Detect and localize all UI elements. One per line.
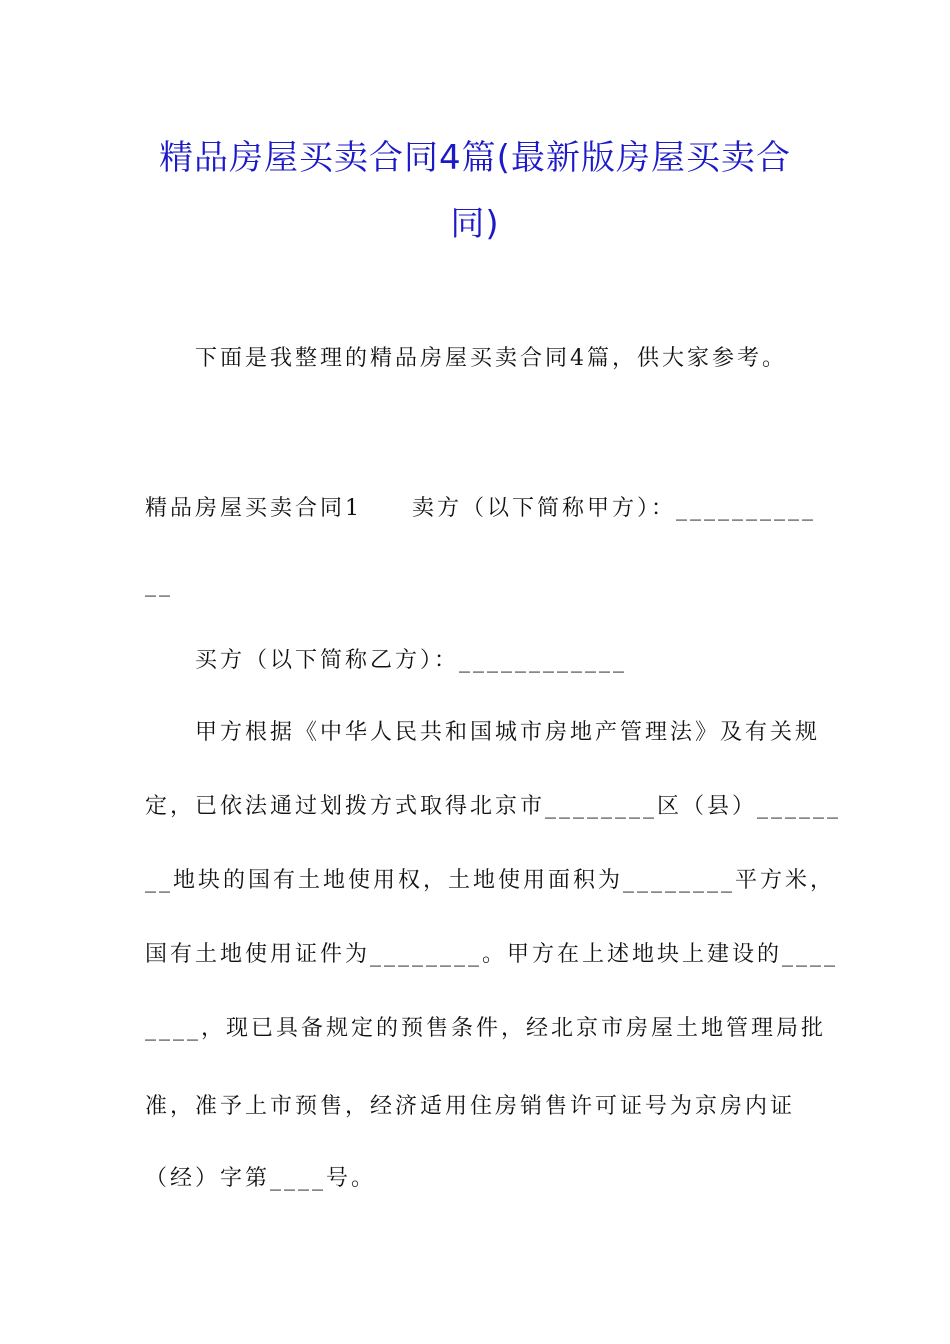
buyer-line: 买方（以下简称乙方）：____________ [195, 648, 628, 673]
paragraph-line: ____，现已具备规定的预售条件，经北京市房屋土地管理局批 [145, 1016, 827, 1041]
paragraph-line: （经）字第____号。 [145, 1166, 377, 1191]
intro-paragraph: 下面是我整理的精品房屋买卖合同4篇，供大家参考。 [195, 346, 787, 371]
paragraph-line: __地块的国有土地使用权，土地使用面积为________平方米， [145, 868, 836, 893]
contract-1-heading-line: 精品房屋买卖合同1 卖方（以下简称甲方）：__________ [145, 496, 816, 521]
paragraph-line: 甲方根据《中华人民共和国城市房地产管理法》及有关规 [195, 720, 821, 745]
document-title: 精品房屋买卖合同4篇(最新版房屋买卖合同) [159, 138, 791, 244]
paragraph-line: 定，已依法通过划拨方式取得北京市________区（县）______ [145, 794, 842, 819]
paragraph-line: 国有土地使用证件为________。甲方在上述地块上建设的____ [145, 942, 839, 967]
contract-1-heading-line-continued: __ [145, 572, 173, 597]
paragraph-line: 准，准予上市预售，经济适用住房销售许可证号为京房内证 [145, 1094, 796, 1119]
